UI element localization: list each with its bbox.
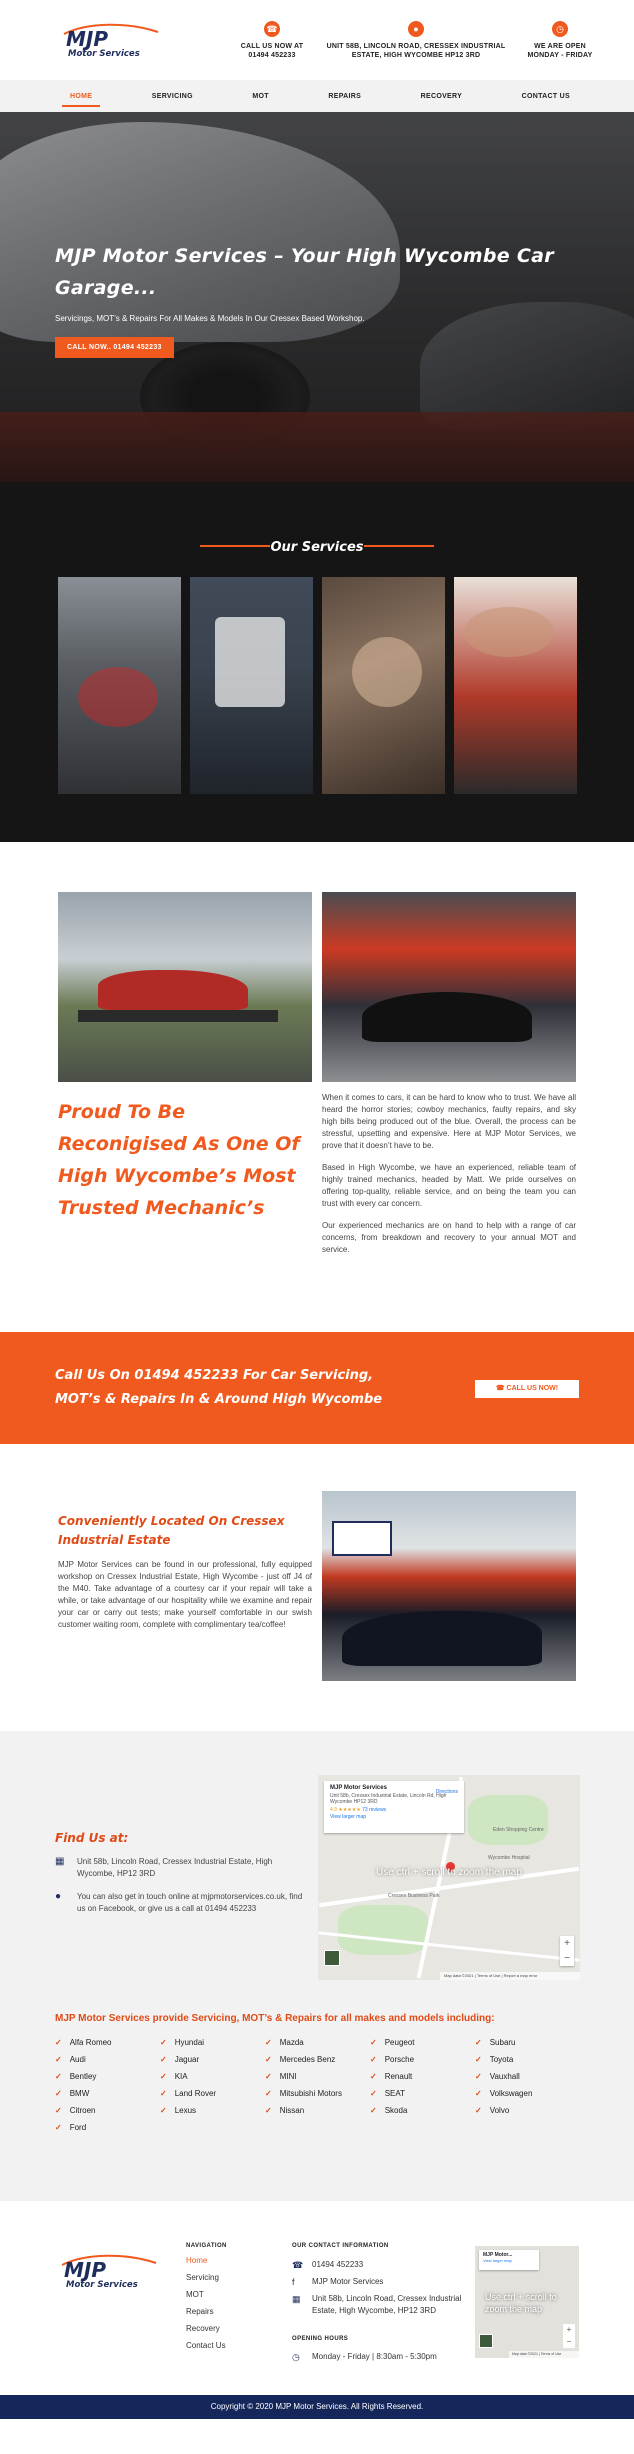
- header-address: [326, 21, 506, 60]
- footer-nav-contact-us[interactable]: Contact Us: [186, 2341, 226, 2350]
- location-heading-line1: Conveniently Located On Cressex: [58, 1514, 285, 1528]
- footer-phone-text: 01494 452233: [312, 2260, 364, 2269]
- service-tile-decoration: [78, 667, 158, 727]
- about-heading-line2: Reconigised As One Of: [58, 1133, 300, 1155]
- location-icon: ●: [408, 21, 424, 37]
- make-item: [475, 2053, 580, 2065]
- make-label: Porsche: [384, 2054, 415, 2064]
- make-item: [160, 2070, 265, 2082]
- check-icon: ✓: [265, 2071, 272, 2081]
- clock-icon: ◷: [292, 2352, 300, 2362]
- findus-section: [0, 1731, 634, 2201]
- make-label: Nissan: [279, 2105, 305, 2115]
- findus-online-text: You can also get in touch online at mjpmotorservices.co.uk, find us on Facebook, or give us a call at 01494 452233: [77, 1892, 303, 1913]
- footer-map-satellite-toggle[interactable]: [479, 2334, 493, 2348]
- photo-car-shape: [342, 1611, 542, 1666]
- make-label: Bentley: [69, 2071, 97, 2081]
- check-icon: ✓: [475, 2037, 482, 2047]
- map-rating: [330, 1807, 458, 1813]
- building-icon: ▦: [55, 1856, 65, 1867]
- photo-sign-shape: [332, 1521, 392, 1556]
- map-label: Cressex Business Park: [388, 1893, 440, 1899]
- make-item: [55, 2036, 160, 2048]
- facebook-icon: f: [292, 2277, 295, 2287]
- nav-contact-us[interactable]: CONTACT US: [521, 92, 570, 100]
- make-empty-cell: [160, 2121, 265, 2133]
- header-contacts: [162, 21, 594, 60]
- main-nav: [0, 80, 634, 112]
- map-zoom-controls[interactable]: [560, 1936, 574, 1966]
- header-hours: [526, 21, 594, 60]
- cta-heading-line2: MOT’s & Repairs In & Around High Wycombe: [55, 1392, 383, 1407]
- location-text: MJP Motor Services can be found in our professional, fully equipped workshop on Cressex Industrial Estate, High Wycombe - just off J4 of the M40. Take advantage of a courtesy car if your repair will take a while, or take advantage of our hospitality while we examine and repair your car or carry out tests; make yourself comfortable in our swish customer waiting room, complete with complimentary tea/coffee!: [58, 1560, 312, 1629]
- make-item: [55, 2104, 160, 2116]
- check-icon: ✓: [55, 2071, 62, 2081]
- service-tile-decoration: [215, 617, 285, 707]
- clock-icon: ◷: [552, 21, 568, 37]
- service-tile-servicing[interactable]: [58, 577, 181, 794]
- cta-heading: [55, 1364, 455, 1412]
- makes-grid: [55, 2036, 580, 2133]
- location-heading: [58, 1512, 308, 1550]
- service-tile-recovery[interactable]: [454, 577, 577, 794]
- about-heading-line4: Trusted Mechanic’s: [58, 1197, 265, 1219]
- nav-home[interactable]: HOME: [70, 83, 92, 110]
- photo-car-shape: [362, 992, 532, 1042]
- make-label: Volvo: [489, 2105, 510, 2115]
- footer-nav-recovery[interactable]: Recovery: [186, 2324, 220, 2333]
- check-icon: ✓: [370, 2037, 377, 2047]
- make-label: Lexus: [174, 2105, 197, 2115]
- about-text: [322, 1092, 576, 1266]
- service-tile-decoration: [352, 637, 422, 707]
- check-icon: ✓: [265, 2088, 272, 2098]
- check-icon: ✓: [475, 2071, 482, 2081]
- header-hours-line2: MONDAY - FRIDAY: [527, 51, 593, 59]
- location-section: [0, 1444, 634, 1731]
- make-label: Mercedes Benz: [279, 2054, 336, 2064]
- phone-icon: ☎: [264, 21, 280, 37]
- make-item: [370, 2053, 475, 2065]
- make-item: [55, 2070, 160, 2082]
- map-rating-value: 4.9 ★★★★★: [330, 1807, 361, 1813]
- footer-hours: [292, 2351, 482, 2363]
- footer-address: [292, 2293, 482, 2317]
- check-icon: ✓: [55, 2105, 62, 2115]
- hero-title-line2: Garage...: [55, 277, 157, 299]
- check-icon: ✓: [160, 2071, 167, 2081]
- hero-title-line1: MJP Motor Services – Your High Wycombe Car: [55, 245, 554, 267]
- make-label: BMW: [69, 2088, 90, 2098]
- map-directions-link[interactable]: Directions: [435, 1789, 458, 1795]
- make-label: Mitsubishi Motors: [279, 2088, 342, 2098]
- footer-nav-repairs[interactable]: Repairs: [186, 2307, 214, 2316]
- make-label: Audi: [69, 2054, 86, 2064]
- footer-address-text: Unit 58b, Lincoln Road, Cressex Industrial Estate, High Wycombe, HP12 3RD: [312, 2294, 462, 2315]
- map-scroll-hint: Use ctrl + scroll to zoom the map: [376, 1867, 522, 1878]
- make-label: Jaguar: [174, 2054, 200, 2064]
- site-header: [0, 0, 634, 80]
- hero-banner: [0, 112, 634, 482]
- hero-content: [55, 240, 555, 358]
- logo-sub-text: Motor Services: [68, 49, 140, 59]
- make-label: Ford: [69, 2122, 87, 2132]
- map-reviews[interactable]: 73 reviews: [362, 1807, 387, 1813]
- make-item: [265, 2104, 370, 2116]
- zoom-out-icon[interactable]: −: [566, 2337, 572, 2346]
- check-icon: ✓: [370, 2088, 377, 2098]
- site-logo[interactable]: [58, 20, 162, 60]
- footer-contact-title: OUR CONTACT INFORMATION: [292, 2243, 389, 2249]
- footer-phone[interactable]: [292, 2259, 482, 2271]
- footer-nav-home[interactable]: Home: [186, 2256, 208, 2265]
- make-item: [265, 2070, 370, 2082]
- make-empty-cell: [475, 2121, 580, 2133]
- make-label: Mazda: [279, 2037, 304, 2047]
- cta-call-button-label: CALL US NOW!: [506, 1385, 559, 1392]
- footer-nav-servicing[interactable]: Servicing: [186, 2273, 219, 2282]
- check-icon: ✓: [370, 2071, 377, 2081]
- footer-hours-title: OPENING HOURS: [292, 2336, 349, 2342]
- map-park-area: [468, 1795, 548, 1845]
- about-paragraph: When it comes to cars, it can be hard to know who to trust. We have all heard the horror stories; cowboy mechanics, faulty repairs, and sky high bills being produced out of the blue. Overall, the process can be stressful, upsetting and expensive. Here at MJP Motor Services, we prove that it doesn’t have to be.: [322, 1093, 576, 1150]
- about-section: [0, 842, 634, 1332]
- footer-nav-mot[interactable]: MOT: [186, 2290, 204, 2299]
- service-tile-decoration: [464, 607, 554, 657]
- header-call-line2: 01494 452233: [248, 51, 296, 59]
- footer-hours-text: Monday - Friday | 8:30am - 5:30pm: [312, 2352, 437, 2361]
- about-heading: [58, 1096, 308, 1224]
- nav-repairs[interactable]: REPAIRS: [328, 92, 362, 100]
- footer-facebook[interactable]: [292, 2276, 482, 2288]
- make-label: Alfa Romeo: [69, 2037, 112, 2047]
- make-item: [160, 2087, 265, 2099]
- check-icon: ✓: [160, 2088, 167, 2098]
- check-icon: ✓: [370, 2105, 377, 2115]
- make-label: Renault: [384, 2071, 413, 2081]
- footer-map-name: MJP Motor...: [483, 2252, 513, 2258]
- hero-title: [55, 240, 555, 304]
- footer-map-card: [479, 2250, 539, 2270]
- about-paragraph: Our experienced mechanics are on hand to help with a range of car concerns, from breakdown and recovery to your annual MOT and service.: [322, 1221, 576, 1254]
- hero-call-button[interactable]: CALL NOW.. 01494 452233: [55, 337, 174, 358]
- map-label: Wycombe Hospital: [488, 1855, 530, 1861]
- make-item: [370, 2104, 475, 2116]
- zoom-in-icon[interactable]: +: [566, 2325, 572, 2334]
- check-icon: ✓: [160, 2105, 167, 2115]
- copyright-bar: [0, 2395, 634, 2419]
- about-heading-line3: High Wycombe’s Most: [58, 1165, 296, 1187]
- workshop-audi-photo: [322, 892, 576, 1082]
- zoom-in-icon[interactable]: +: [564, 1938, 570, 1949]
- globe-icon: ●: [55, 1891, 62, 1902]
- footer-map[interactable]: [475, 2246, 579, 2358]
- service-tile-mot[interactable]: [190, 577, 313, 794]
- footer-logo[interactable]: [56, 2251, 160, 2296]
- make-item: [160, 2104, 265, 2116]
- check-icon: ✓: [475, 2054, 482, 2064]
- map-park-area: [338, 1905, 428, 1955]
- make-label: Toyota: [489, 2054, 514, 2064]
- footer-map-footer: Map data ©2021 | Terms of Use: [509, 2351, 579, 2358]
- site-footer: [0, 2201, 634, 2419]
- services-title: [0, 538, 634, 556]
- make-item: [475, 2070, 580, 2082]
- services-title-text: Our Services: [270, 540, 364, 555]
- check-icon: ✓: [370, 2054, 377, 2064]
- make-label: SEAT: [384, 2088, 406, 2098]
- map-footer: Map data ©2021 | Terms of Use | Report a map error: [440, 1972, 580, 1980]
- cta-call-button[interactable]: [475, 1380, 579, 1398]
- map-info-card: [324, 1781, 464, 1833]
- location-heading-line2: Industrial Estate: [58, 1533, 171, 1547]
- check-icon: ✓: [55, 2054, 62, 2064]
- check-icon: ✓: [475, 2088, 482, 2098]
- footer-nav: [186, 2255, 226, 2357]
- make-label: Volkswagen: [489, 2088, 533, 2098]
- logo-mjp-text: MJP: [66, 27, 109, 51]
- photo-car-shape: [98, 970, 248, 1010]
- make-empty-cell: [265, 2121, 370, 2133]
- header-hours-line1: WE ARE OPEN: [534, 42, 586, 50]
- nav-servicing[interactable]: SERVICING: [151, 92, 193, 100]
- logo-mjp-text: MJP: [64, 2258, 107, 2282]
- make-item: [160, 2053, 265, 2065]
- building-icon: ▦: [292, 2294, 301, 2304]
- phone-icon: ☎: [495, 1385, 507, 1392]
- make-item: [55, 2053, 160, 2065]
- make-label: Citroen: [69, 2105, 96, 2115]
- make-item: [475, 2036, 580, 2048]
- make-label: Peugeot: [384, 2037, 415, 2047]
- make-label: Hyundai: [174, 2037, 205, 2047]
- make-item: [265, 2036, 370, 2048]
- cta-heading-line1: Call Us On 01494 452233 For Car Servicing,: [55, 1368, 374, 1383]
- check-icon: ✓: [265, 2105, 272, 2115]
- make-item: [265, 2053, 370, 2065]
- makes-title: MJP Motor Services provide Servicing, MOT’s & Repairs for all makes and models including:: [55, 2013, 495, 2024]
- service-tile-repairs[interactable]: [322, 577, 445, 794]
- garage-front-photo: [322, 1491, 576, 1681]
- map-place-address: Unit 58b, Cressex Industrial Estate, Lincoln Rd, High Wycombe HP12 3RD: [330, 1793, 447, 1805]
- check-icon: ✓: [265, 2054, 272, 2064]
- findus-address-text: Unit 58b, Lincoln Road, Cressex Industrial Estate, High Wycombe, HP12 3RD: [77, 1857, 273, 1878]
- hero-subtitle: Servicings, MOT’s & Repairs For All Makes & Models In Our Cressex Based Workshop.: [55, 314, 365, 323]
- map-label: Eden Shopping Centre: [493, 1827, 544, 1833]
- check-icon: ✓: [55, 2122, 62, 2132]
- header-call-line1: CALL US NOW AT: [240, 42, 304, 50]
- make-item: [55, 2087, 160, 2099]
- phone-icon: ☎: [292, 2260, 304, 2270]
- map-place-name: MJP Motor Services: [330, 1785, 387, 1791]
- zoom-out-icon[interactable]: −: [564, 1953, 570, 1964]
- make-label: Land Rover: [174, 2088, 217, 2098]
- footer-nav-title: NAVIGATION: [186, 2243, 227, 2249]
- copyright-text: Copyright © 2020 MJP Motor Services. All Rights Reserved.: [210, 2402, 424, 2411]
- footer-map-zoom-controls[interactable]: [563, 2324, 575, 2348]
- check-icon: ✓: [475, 2105, 482, 2115]
- check-icon: ✓: [160, 2037, 167, 2047]
- photo-truck-bed: [78, 1010, 278, 1022]
- make-label: Skoda: [384, 2105, 408, 2115]
- services-section: [0, 482, 634, 842]
- nav-recovery[interactable]: RECOVERY: [420, 92, 463, 100]
- google-map[interactable]: [318, 1775, 580, 1980]
- map-satellite-toggle[interactable]: [324, 1950, 340, 1966]
- footer-facebook-text: MJP Motor Services: [312, 2277, 384, 2286]
- check-icon: ✓: [265, 2037, 272, 2047]
- about-heading-line1: Proud To Be: [58, 1101, 186, 1123]
- nav-mot[interactable]: MOT: [252, 92, 269, 100]
- cta-band: [0, 1332, 634, 1444]
- header-call[interactable]: [238, 21, 306, 60]
- make-label: MINI: [279, 2071, 297, 2081]
- footer-map-scroll-hint: Use ctrl + scroll to zoom the map: [485, 2292, 557, 2314]
- header-address-line1: UNIT 58B, LINCOLN ROAD, CRESSEX INDUSTRIAL: [326, 42, 506, 50]
- make-empty-cell: [370, 2121, 475, 2133]
- check-icon: ✓: [55, 2088, 62, 2098]
- recovery-truck-photo: [58, 892, 312, 1082]
- services-grid: [58, 577, 577, 794]
- check-icon: ✓: [160, 2054, 167, 2064]
- findus-title: Find Us at:: [55, 1831, 129, 1845]
- make-item: [370, 2070, 475, 2082]
- check-icon: ✓: [55, 2037, 62, 2047]
- make-label: Vauxhall: [489, 2071, 520, 2081]
- about-paragraph: Based in High Wycombe, we have an experienced, reliable team of highly trained mechanics, headed by Matt. We pride ourselves on offering top-quality, reliable service, and on being the team you can trust with every car concern.: [322, 1163, 576, 1208]
- findus-address: [55, 1856, 305, 1880]
- map-larger-link[interactable]: View larger map: [330, 1814, 367, 1820]
- make-label: KIA: [174, 2071, 188, 2081]
- header-address-line2: ESTATE, HIGH WYCOMBE HP12 3RD: [351, 51, 481, 59]
- footer-map-larger-link[interactable]: View larger map: [483, 2258, 512, 2263]
- findus-online: [55, 1891, 305, 1915]
- make-item: [475, 2087, 580, 2099]
- make-item: [265, 2087, 370, 2099]
- logo-sub-text: Motor Services: [66, 2280, 138, 2290]
- make-label: Subaru: [489, 2037, 516, 2047]
- make-item: [475, 2104, 580, 2116]
- make-item: [370, 2036, 475, 2048]
- make-item: [55, 2121, 160, 2133]
- make-item: [160, 2036, 265, 2048]
- mjp-logo-graphic: [56, 2251, 160, 2291]
- mjp-logo-graphic: [58, 20, 162, 60]
- make-item: [370, 2087, 475, 2099]
